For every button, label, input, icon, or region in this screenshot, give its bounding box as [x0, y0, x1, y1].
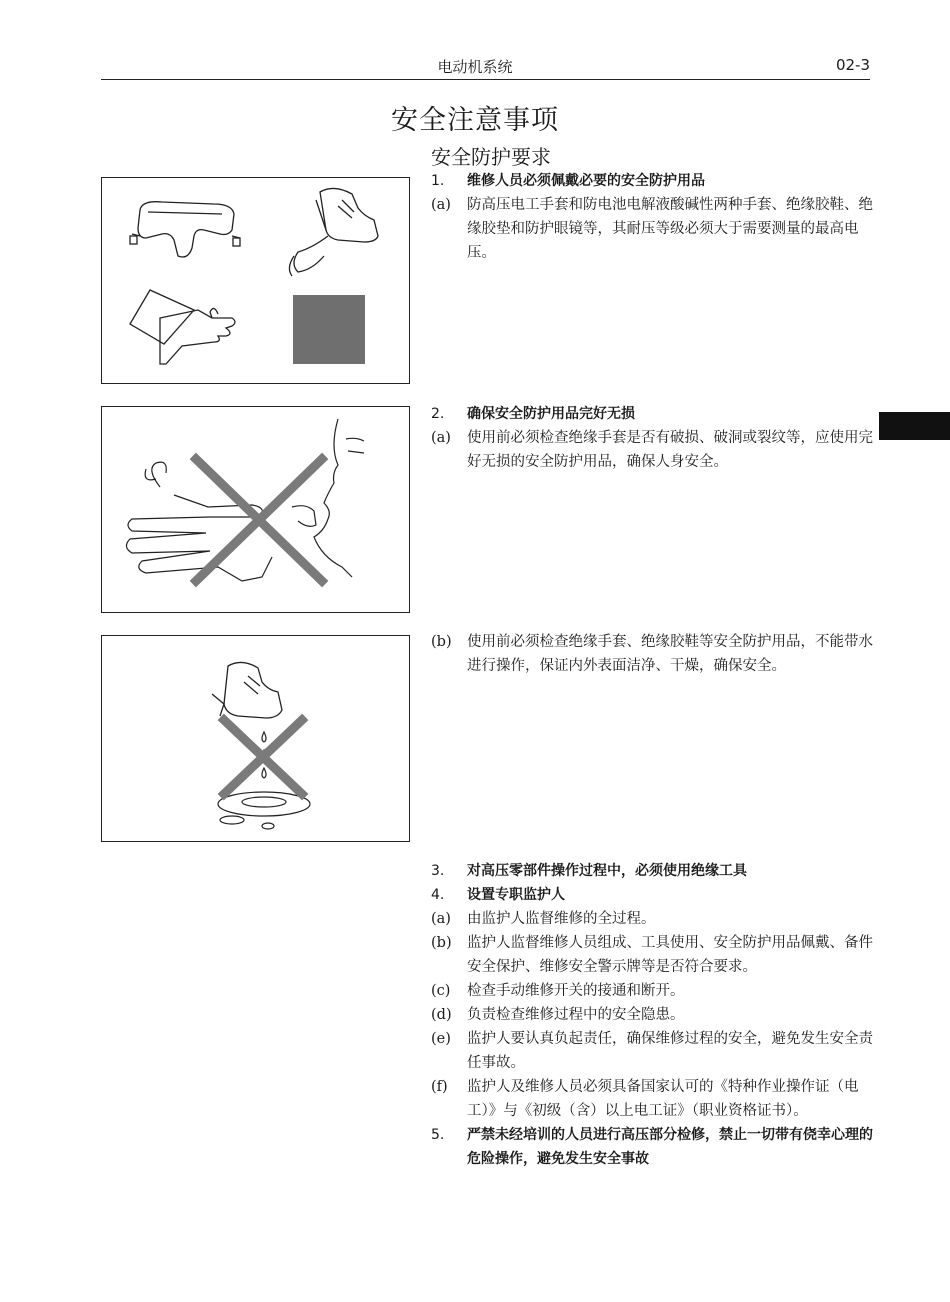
item-marker: (e) — [431, 1031, 451, 1047]
figure-glove-inspection — [101, 406, 410, 613]
text-group-4 — [431, 859, 876, 1171]
item-marker: (d) — [431, 1007, 452, 1023]
text-group-1 — [431, 169, 876, 265]
list-item — [431, 193, 876, 265]
item-text: 由监护人监督维修的全过程。 — [467, 911, 656, 927]
item-marker: (a) — [431, 197, 451, 213]
item-text: 监护人及维修人员必须具备国家认可的《特种作业操作证（电工）》与《初级（含）以上电工证》（职业资格证书）。 — [467, 1079, 859, 1119]
list-item — [431, 169, 876, 193]
item-marker: (b) — [431, 935, 452, 951]
list-item — [431, 883, 876, 907]
item-text: 监护人监督维修人员组成、工具使用、安全防护用品佩戴、备件安全保护、维修安全警示牌等是否符合要求。 — [467, 935, 873, 975]
list-item — [431, 859, 876, 883]
item-marker: (f) — [431, 1079, 448, 1095]
item-text: 设置专职监护人 — [467, 887, 565, 903]
page-title: 安全注意事项 — [391, 105, 559, 136]
section-title: 安全防护要求 — [431, 145, 551, 169]
water-puddle-icon — [218, 792, 310, 829]
insulated-glove-icon — [130, 290, 235, 364]
face-profile-icon — [314, 419, 364, 577]
item-text: 使用前必须检查绝缘手套是否有破损、破洞或裂纹等，应使用完好无损的安全防护用品，确保人身安全。 — [467, 430, 873, 470]
item-text: 确保安全防护用品完好无损 — [467, 406, 635, 422]
list-item — [431, 630, 876, 678]
item-text: 检查手动维修开关的接通和断开。 — [467, 983, 685, 999]
item-marker: 1. — [431, 173, 445, 189]
item-text: 维修人员必须佩戴必要的安全防护用品 — [467, 173, 705, 189]
item-text: 使用前必须检查绝缘手套、绝缘胶鞋等安全防护用品，不能带水进行操作，保证内外表面洁净、干燥，确保安全。 — [467, 634, 873, 674]
item-marker: 4. — [431, 887, 445, 903]
list-item — [431, 931, 876, 979]
header-chapter-title: 电动机系统 — [437, 58, 513, 76]
item-marker: (c) — [431, 983, 451, 999]
item-text: 防高压电工手套和防电池电解液酸碱性两种手套、绝缘胶鞋、绝缘胶垫和防护眼镜等，其耐压等级必须大于需要测量的最高电压。 — [467, 197, 873, 261]
boot-icon — [212, 662, 282, 718]
item-marker: (b) — [431, 634, 452, 650]
chapter-side-tab — [879, 412, 950, 440]
prohibited-cross-icon — [196, 459, 322, 581]
list-item — [431, 1003, 876, 1027]
text-group-3 — [431, 630, 876, 678]
header-rule — [101, 79, 870, 80]
list-item — [431, 426, 876, 474]
item-marker: (a) — [431, 911, 451, 927]
insulating-mat-icon — [293, 295, 365, 364]
item-marker: 5. — [431, 1127, 445, 1143]
figure-protective-equipment — [101, 177, 410, 384]
list-item — [431, 1027, 876, 1075]
header-page-number: 02-3 — [835, 56, 870, 74]
item-text: 监护人要认真负起责任，确保维修过程的安全，避免发生安全责任事故。 — [467, 1031, 873, 1071]
list-item — [431, 907, 876, 931]
item-text: 严禁未经培训的人员进行高压部分检修，禁止一切带有侥幸心理的危险操作，避免发生安全事故 — [467, 1127, 873, 1167]
item-text: 负责检查维修过程中的安全隐患。 — [467, 1007, 685, 1023]
list-item — [431, 402, 876, 426]
insulated-boot-icon — [289, 188, 378, 276]
prohibited-cross-icon — [224, 720, 302, 794]
list-item — [431, 1075, 876, 1123]
text-group-2 — [431, 402, 876, 474]
safety-goggles-icon — [130, 202, 240, 257]
item-marker: (a) — [431, 430, 451, 446]
item-text: 对高压零部件操作过程中，必须使用绝缘工具 — [467, 863, 747, 879]
figure-wet-boot — [101, 635, 410, 842]
item-marker: 2. — [431, 406, 445, 422]
list-item — [431, 1123, 876, 1171]
list-item — [431, 979, 876, 1003]
item-marker: 3. — [431, 863, 445, 879]
